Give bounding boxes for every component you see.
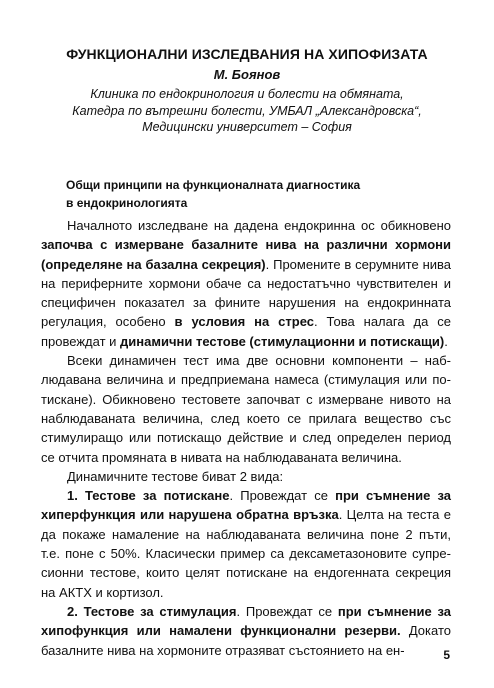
text-run: . Провеждат се <box>236 603 338 619</box>
bold-text-run: при съмнение за хипофункция или намалени функционални резерви. <box>41 603 451 639</box>
text-run: . <box>444 333 448 349</box>
affiliation-line: Клиника по ендокринология и болести на обмяната, <box>90 87 404 101</box>
author-name: М. Боянов <box>213 67 281 82</box>
text-run: . Това налага да се провеждат и <box>41 314 451 349</box>
text-run: . Промените в серумните нива на периферните хормони обаче са недостатъчно чувствителен и специфичен показател за фините нарушения на ендокринната регулация, особено <box>41 256 452 330</box>
author-affiliation <box>0 86 494 136</box>
body-paragraph <box>41 467 451 486</box>
section-heading-line: в ендокринологията <box>66 196 188 210</box>
bold-text-run: 1. Тестове за потискане <box>67 488 230 504</box>
bold-text-run: динамични тестове (стимулационни и потискащи) <box>120 333 445 349</box>
bold-text-run: при съмнение за хиперфункция или нарушена обратна връзка <box>41 488 452 523</box>
page-number: 5 <box>443 648 450 662</box>
text-run: Докато базалните нива на хормоните отразяват състоянието на ен- <box>41 623 451 658</box>
affiliation-line: Медицински университет – София <box>142 120 352 134</box>
document-title: ФУНКЦИОНАЛНИ ИЗСЛЕДВАНИЯ НА ХИПОФИЗАТА <box>66 46 428 62</box>
text-run: Всеки динамичен тест има две основни компоненти – наблюдавана величина и предприемана намеса (стимулация или потискане). Обикновено тестовете започват с измерване нивото на наблюдаваната величина, след което се прилага вещество със стимулиращо или потискащо действие и след определен период се отчита промяната в нивата на наблюдаваната величина. <box>41 353 451 465</box>
text-run: Динамичните тестове биват 2 вида: <box>67 468 284 484</box>
section-heading-line: Общи принципи на функционалната диагностика <box>66 178 361 192</box>
bold-text-run: започва с измерване базалните нива на различни хормони (определяне на базална секреция) <box>41 237 451 272</box>
bold-text-run: 2. Тестове за стимулация <box>67 603 237 619</box>
text-run: . Целта на теста е да покаже намаление на наблюдаваната величина поне 2 пъти, т.е. поне с 50%. Класически пример са дексаметазоновите супресионни тестове, които целят потискане на ендогенната секреция на АКТХ и кортизол. <box>41 507 451 600</box>
body-text <box>41 216 451 660</box>
affiliation-line: Катедра по вътрешни болести, УМБАЛ „Александровска“, <box>72 103 422 118</box>
text-run: Началното изследване на дадена ендокринна ос обикновено <box>67 218 451 233</box>
body-paragraph <box>41 486 451 602</box>
text-run: . Провеждат се <box>229 488 336 504</box>
bold-text-run: в условия на стрес <box>174 314 314 330</box>
section-heading <box>66 176 446 212</box>
body-paragraph <box>41 602 451 660</box>
body-paragraph <box>41 216 451 351</box>
body-paragraph <box>41 351 451 467</box>
